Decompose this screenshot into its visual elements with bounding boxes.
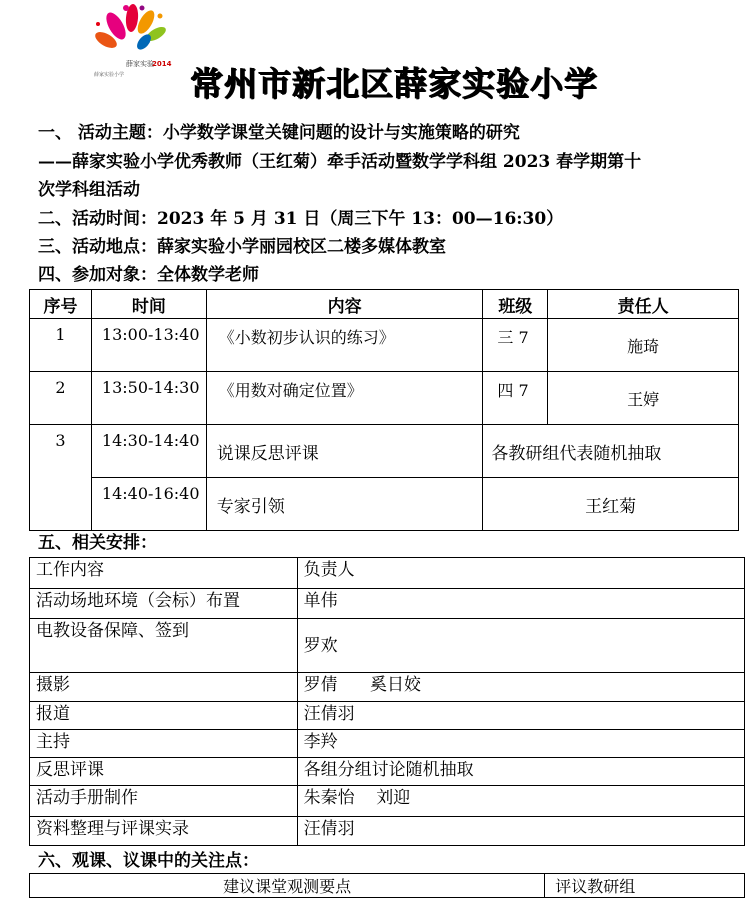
cell-work: 资料整理与评课实录 [30, 817, 298, 846]
focus-heading: 六、观课、议课中的关注点： [38, 851, 259, 871]
cell-work: 活动手册制作 [30, 786, 298, 817]
table-row [30, 702, 745, 730]
focus-table [29, 873, 745, 898]
table-row [30, 673, 745, 702]
cell-num: 2 [30, 372, 92, 425]
col-header-time: 时间 [91, 290, 206, 319]
cell-work: 摄影 [30, 673, 298, 702]
cell-work: 报道 [30, 702, 298, 730]
cell-work: 反思评课 [30, 758, 298, 786]
cell-owner: 朱秦怡 刘迎 [297, 786, 744, 817]
cell-class: 三 7 [483, 319, 548, 372]
cell-num: 1 [30, 319, 92, 372]
activity-participants: 四、参加对象：全体数学老师 [38, 265, 259, 285]
table-row [30, 319, 739, 372]
arrangements-heading: 五、相关安排： [38, 533, 157, 553]
cell-owner: 各组分组讨论随机抽取 [297, 758, 744, 786]
cell-person: 王婷 [548, 372, 739, 425]
cell-time: 13:50-14:30 [91, 372, 206, 425]
school-logo [86, 4, 182, 82]
cell-num: 3 [30, 425, 92, 531]
svg-text:2014: 2014 [152, 60, 172, 68]
table-row [30, 372, 739, 425]
table-row [30, 589, 745, 619]
col-header-group: 评议教研组 [545, 874, 745, 898]
school-title: 常州市新北区薛家实验小学 [190, 64, 598, 103]
svg-text:薛家实验小学: 薛家实验小学 [94, 72, 125, 78]
table-row [30, 478, 739, 531]
col-header-num: 序号 [30, 290, 92, 319]
cell-content: 《小数初步认识的练习》 [206, 319, 483, 372]
col-header-work: 工作内容 [30, 558, 298, 589]
cell-owner: 汪倩羽 [297, 817, 744, 846]
cell-work: 电教设备保障、签到 [30, 619, 298, 673]
cell-content: 说课反思评课 [206, 425, 483, 478]
cell-time: 14:30-14:40 [91, 425, 206, 478]
cell-time: 13:00-13:40 [91, 319, 206, 372]
svg-text:薛家实验: 薛家实验 [126, 60, 154, 68]
table-header-row [30, 290, 739, 319]
cell-time: 14:40-16:40 [91, 478, 206, 531]
activity-place: 三、活动地点：薛家实验小学丽园校区二楼多媒体教室 [38, 237, 446, 257]
col-header-person: 责任人 [548, 290, 739, 319]
cell-person: 施琦 [548, 319, 739, 372]
table-row [30, 425, 739, 478]
cell-work: 主持 [30, 730, 298, 758]
cell-content: 专家引领 [206, 478, 483, 531]
col-header-owner: 负责人 [297, 558, 744, 589]
table-row [30, 730, 745, 758]
cell-work: 活动场地环境（会标）布置 [30, 589, 298, 619]
cell-person: 各教研组代表随机抽取 [483, 425, 739, 478]
schedule-table [29, 289, 739, 531]
duties-table [29, 557, 745, 846]
cell-owner: 罗欢 [297, 619, 744, 673]
flower-logo-icon [93, 4, 168, 52]
table-header-row [30, 874, 745, 898]
activity-theme-subtitle-2: 次学科组活动 [38, 180, 140, 200]
activity-time: 二、活动时间：2023 年 5 月 31 日（周三下午 13：00—16:30） [38, 209, 564, 229]
col-header-observation: 建议课堂观测要点 [30, 874, 545, 898]
cell-owner: 单伟 [297, 589, 744, 619]
table-row [30, 786, 745, 817]
table-row [30, 619, 745, 673]
cell-owner: 罗倩 奚日姣 [297, 673, 744, 702]
cell-content: 《用数对确定位置》 [206, 372, 483, 425]
table-row [30, 758, 745, 786]
cell-person: 王红菊 [483, 478, 739, 531]
table-header-row [30, 558, 745, 589]
table-row [30, 817, 745, 846]
col-header-content: 内容 [206, 290, 483, 319]
col-header-class: 班级 [483, 290, 548, 319]
activity-theme: 一、 活动主题：小学数学课堂关键问题的设计与实施策略的研究 [38, 123, 520, 143]
activity-theme-subtitle-1: ——薛家实验小学优秀教师（王红菊）牵手活动暨数学学科组 2023 春学期第十 [38, 152, 642, 172]
cell-owner: 汪倩羽 [297, 702, 744, 730]
cell-class: 四 7 [483, 372, 548, 425]
cell-owner: 李羚 [297, 730, 744, 758]
